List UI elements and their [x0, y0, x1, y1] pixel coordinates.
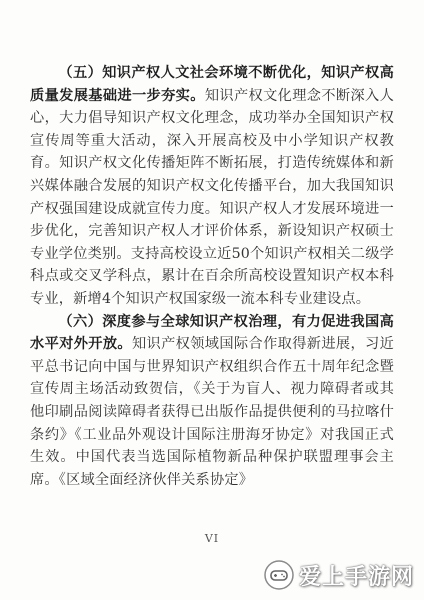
- paragraph-six-heading: （六）深度参与全球知识产权治理，有力促进我国高水平对外开放。: [30, 313, 394, 353]
- paragraph-five: [30, 62, 394, 311]
- paragraph-six-text: 知识产权领域国际合作取得新进展，习近平总书记向中国与世界知识产权组织合作五十周年纪念暨宣传周主场活动致贺信，《关于为盲人、视力障碍者或其他印刷品阅读障碍者获得已出版作品提供便利的马拉喀什条约》《工业品外观设计国际注册海牙协定》对我国正式生效。中国代表当选国际植物新品种保护联盟理事会主席。《区域全面经济伙伴关系协定》: [30, 336, 394, 488]
- document-body: [30, 62, 394, 491]
- site-watermark: [263, 558, 414, 592]
- paragraph-six: [30, 311, 394, 492]
- paragraph-five-heading: （五）知识产权人文社会环境不断优化，知识产权高质量发展基础进一步夯实。: [30, 65, 394, 104]
- paragraph-five-text: 知识产权文化理念不断深入人心，大力倡导知识产权文化理念，成功举办全国知识产权宣传周等重大活动，深入开展高校及中小学知识产权教育。知识产权文化传播矩阵不断拓展，打造传统媒体和新兴媒体融合发展的知识产权文化传播平台，加大我国知识产权强国建设成就宣传力度。知识产权人才发展环境进一步优化，完善知识产权人才评价体系，新设知识产权硕士专业学位类别。支持高校设立近50个知识产权相关二级学科点或交叉学科点，累计在百余所高校设置知识产权本科专业，新增4个知识产权国家级一流本科专业建设点。: [30, 87, 394, 307]
- gamepad-logo-icon: [263, 559, 295, 591]
- page-number: VI: [204, 532, 220, 545]
- watermark-text: 爱上手游网: [298, 564, 414, 590]
